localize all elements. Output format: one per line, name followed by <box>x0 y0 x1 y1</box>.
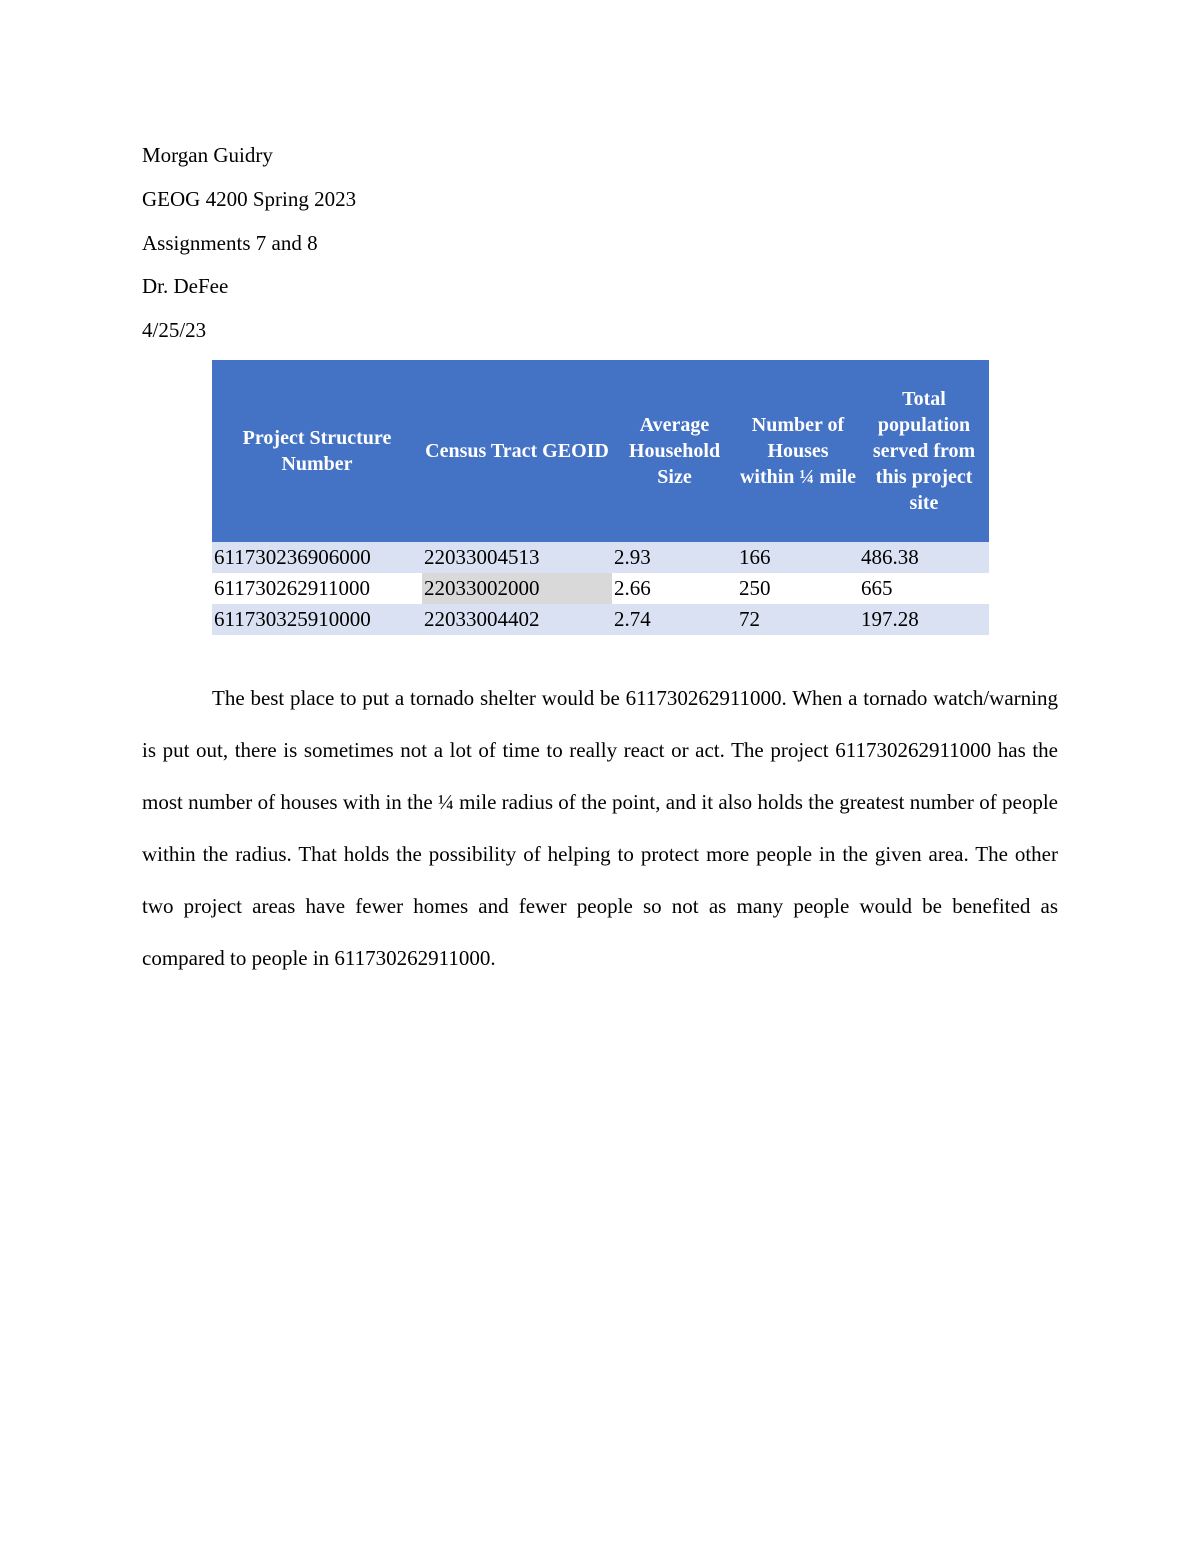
cell-houses: 72 <box>737 604 859 635</box>
cell-project-structure: 611730325910000 <box>212 604 422 635</box>
cell-household-size: 2.74 <box>612 604 737 635</box>
table-row <box>212 573 989 604</box>
column-header-project-structure: Project Structure Number <box>212 360 422 542</box>
cell-project-structure: 611730262911000 <box>214 576 370 600</box>
table-row <box>212 542 989 573</box>
cell-houses: 166 <box>737 542 859 573</box>
cell-houses: 250 <box>739 576 771 600</box>
cell-household-size: 2.66 <box>614 576 651 600</box>
cell-population: 197.28 <box>859 604 989 635</box>
table-header-row <box>212 360 989 542</box>
column-header-population: Total population served from this project site <box>859 360 989 542</box>
cell-census-tract: 22033002000 <box>422 573 612 604</box>
cell-household-size: 2.93 <box>612 542 737 573</box>
cell-population: 665 <box>861 576 893 600</box>
column-header-census-tract: Census Tract GEOID <box>422 360 612 542</box>
column-header-houses: Number of Houses within ¼ mile <box>737 360 859 542</box>
date-line: 4/25/23 <box>142 318 207 342</box>
cell-project-structure: 611730236906000 <box>212 542 422 573</box>
results-table <box>212 360 989 635</box>
course-line: GEOG 4200 Spring 2023 <box>142 187 357 211</box>
body-paragraph: The best place to put a tornado shelter would be 611730262911000. When a tornado watch/warning is put out, there is sometimes not a lot of time to really react or act. The project 611730262911000 has the most number of houses with in the ¼ mile radius of the point, and it also holds the greatest number of people within the radius. That holds the possibility of helping to protect more people in the given area. The other two project areas have fewer homes and fewer people so not as many people would be benefited as compared to people in 611730262911000. <box>142 686 1058 970</box>
cell-population: 486.38 <box>859 542 989 573</box>
table-row <box>212 604 989 635</box>
assignment-line: Assignments 7 and 8 <box>142 231 318 255</box>
column-header-household-size: Average Household Size <box>612 360 737 542</box>
instructor-line: Dr. DeFee <box>142 274 229 298</box>
cell-census-tract: 22033004513 <box>422 542 612 573</box>
cell-census-tract: 22033004402 <box>422 604 612 635</box>
author-name: Morgan Guidry <box>142 143 273 167</box>
